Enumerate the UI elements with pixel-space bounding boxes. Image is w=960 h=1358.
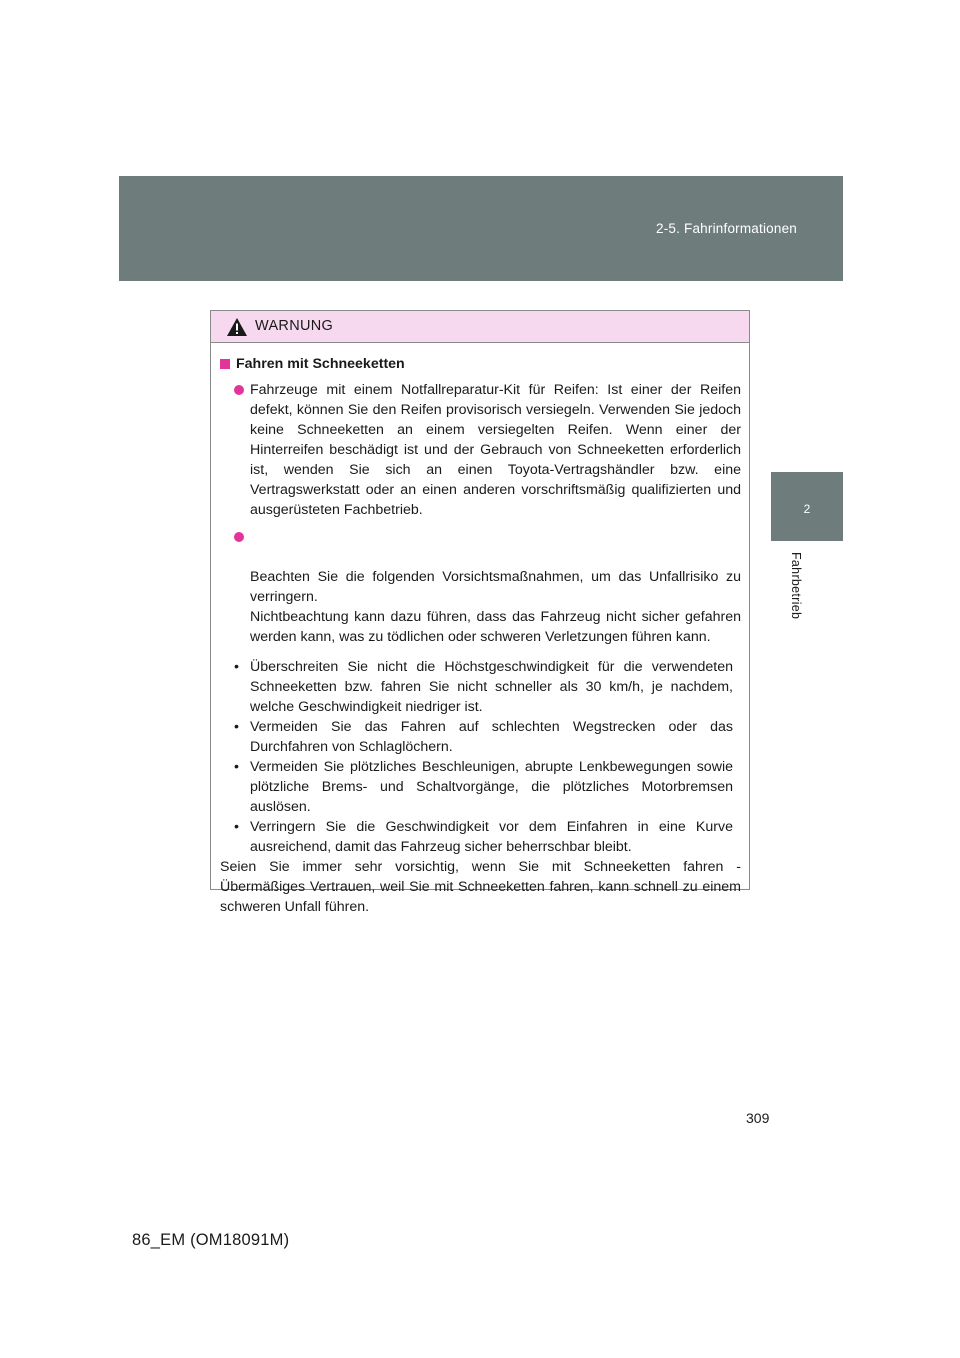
header-band	[119, 176, 843, 281]
page-number: 309	[746, 1110, 770, 1126]
list-item-text: Vermeiden Sie plötzliches Beschleunigen, abrupte Lenkbewegungen sowie plötzliche Brems- und Schaltvorgänge, die plötzliches Motorbremsen auslösen.	[250, 759, 733, 815]
warning-triangle-icon	[226, 317, 248, 337]
bullet-icon: •	[234, 759, 239, 775]
list-item-text: Vermeiden Sie das Fahren auf schlechten Wegstrecken oder das Durchfahren von Schlaglöchern.	[250, 719, 733, 755]
warning-header	[211, 311, 749, 343]
warning-box	[210, 310, 750, 915]
list-item	[220, 657, 741, 717]
chapter-number: 2	[803, 502, 811, 516]
bullet-icon: •	[234, 719, 239, 735]
warning-point	[220, 380, 741, 520]
list-item-text: Verringern Sie die Geschwindigkeit vor dem Einfahren in eine Kurve ausreichend, damit das Fahrzeug sicher beherrschbar bleibt.	[250, 819, 733, 855]
bullet-icon: •	[234, 819, 239, 835]
warning-point-text: Fahrzeuge mit einem Notfallreparatur-Kit für Reifen: Ist einer der Reifen defekt, können Sie den Reifen provisorisch versiegeln. Verwenden Sie jedoch keine Schneeketten an einem versiegelten Reifen. Wenn einer der Hinterreifen beschädigt ist und der Gebrauch von Schneeketten erforderlich ist, wenden Sie sich an einen Toyota-Vertragshändler bzw. eine Vertragswerkstatt oder an einen anderen vorschriftsmäßig qualifizierten und ausgerüsteten Fachbetrieb.	[250, 382, 741, 518]
warning-point-text: Beachten Sie die folgenden Vorsichtsmaßnahmen, um das Unfallrisiko zu verringern. Nichtbeachtung kann dazu führen, dass das Fahrzeug nicht sicher gefahren werden kann, was zu tödlichen oder schweren Verletzungen führen kann.	[250, 569, 741, 645]
dot-bullet-icon	[234, 532, 244, 542]
list-item	[220, 717, 741, 757]
list-item	[220, 817, 741, 857]
chapter-label: Fahrbetrieb	[789, 552, 803, 620]
section-title: 2-5. Fahrinformationen	[656, 221, 797, 236]
document-code: 86_EM (OM18091M)	[132, 1231, 290, 1249]
warning-section-title	[220, 354, 741, 374]
warning-closing: Seien Sie immer sehr vorsichtig, wenn Sie mit Schneeketten fahren - Übermäßiges Vertrauen, weil Sie mit Schneeketten fahren, kann schnell zu einem schweren Unfall führen.	[220, 859, 741, 915]
list-item	[220, 757, 741, 817]
chapter-tab	[771, 472, 843, 541]
precaution-list	[220, 657, 741, 857]
warning-point	[220, 527, 741, 647]
warning-section-title-text: Fahren mit Schneeketten	[236, 356, 405, 372]
bullet-icon: •	[234, 659, 239, 675]
warning-body	[211, 343, 749, 917]
warning-title: WARNUNG	[255, 318, 334, 334]
square-bullet-icon	[220, 359, 230, 369]
list-item-text: Überschreiten Sie nicht die Höchstgeschwindigkeit für die verwendeten Schneeketten bzw. fahren Sie nicht schneller als 30 km/h, je nachdem, welche Geschwindigkeit niedriger ist.	[250, 659, 733, 715]
dot-bullet-icon	[234, 385, 244, 395]
